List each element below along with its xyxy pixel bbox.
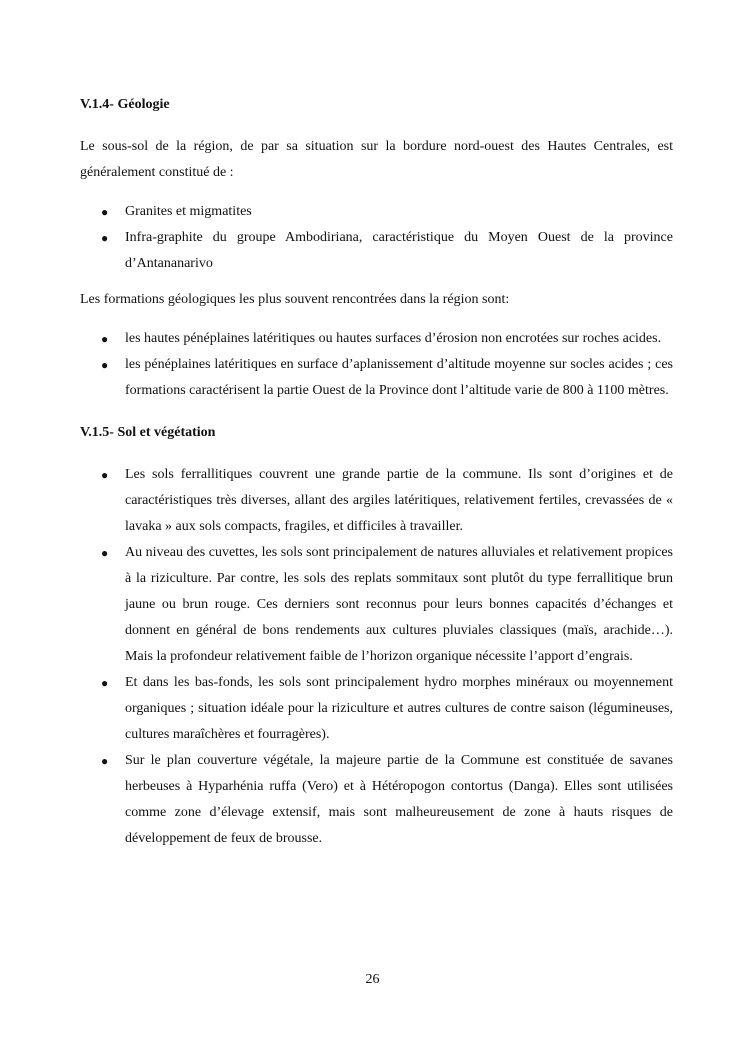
bullet-icon: ● [101,358,109,372]
list-item [80,540,673,670]
list-item-text: Les sols ferrallitiques couvrent une grande partie de la commune. Ils sont d’origines et de caractéristiques très diverses, allant des argiles latéritiques, relativement fertiles, crevassées de « lavaka » aux sols compacts, fragiles, et difficiles à travailler. [125,467,673,534]
section-heading-sol-vegetation: V.1.5- Sol et végétation [80,425,216,440]
list-item-text: Et dans les bas-fonds, les sols sont principalement hydro morphes minéraux ou moyennement organiques ; situation idéale pour la riziculture et autres cultures de contre saison (légumineuses, cultures maraîchères et fourragères). [125,675,673,742]
list-item-text: Granites et migmatites [125,204,252,219]
page-body [80,92,673,852]
list-item-text: Sur le plan couverture végétale, la majeure partie de la Commune est constituée de savanes herbeuses à Hyparhénia ruffa (Vero) et à Hétéropogon contortus (Danga). Elles sont utilisées comme zone d’élevage extensif, mais sont malheureusement de zone à hauts risques de développement de feux de brousse. [125,753,673,846]
section-heading-geologie: V.1.4- Géologie [80,97,170,112]
list-item [80,352,673,404]
list-item [80,670,673,748]
list-item [80,748,673,852]
list-item [80,326,673,352]
list-item [80,225,673,277]
list-item [80,199,673,225]
bullet-icon: ● [101,468,109,482]
formations-intro-paragraph: Les formations géologiques les plus souvent rencontrées dans la région sont: [80,292,510,307]
bullet-icon: ● [101,205,109,219]
bullet-icon: ● [101,332,109,346]
list-item-text: Au niveau des cuvettes, les sols sont principalement de natures alluviales et relativement propices à la riziculture. Par contre, les sols des replats sommitaux sont plutôt du type ferrallitique brun jaune ou brun rouge. Ces derniers sont reconnus pour leurs bonnes capacités d’échanges et donnent en général de bons rendements aux cultures pluviales classiques (maïs, arachide…). Mais la profondeur relativement faible de l’horizon organique nécessite l’apport d’engrais. [125,545,673,664]
geologie-list [80,199,673,277]
list-item-text: les pénéplaines latéritiques en surface d’aplanissement d’altitude moyenne sur socles acides ; ces formations caractérisent la partie Ouest de la Province dont l’altitude varie de 800 à 1100 mètres. [125,357,673,398]
bullet-icon: ● [101,676,109,690]
page-number: 26 [365,972,380,987]
formations-list [80,326,673,404]
list-item [80,462,673,540]
sol-list [80,462,673,852]
list-item-text: Infra-graphite du groupe Ambodiriana, caractéristique du Moyen Ouest de la province d’Antananarivo [125,230,673,271]
bullet-icon: ● [101,546,109,560]
list-item-text: les hautes pénéplaines latéritiques ou hautes surfaces d’érosion non encrotées sur roches acides. [125,331,662,346]
bullet-icon: ● [101,754,109,768]
geologie-intro-paragraph: Le sous-sol de la région, de par sa situation sur la bordure nord-ouest des Hautes Centrales, est généralement constitué de : [80,139,673,180]
bullet-icon: ● [101,231,109,245]
